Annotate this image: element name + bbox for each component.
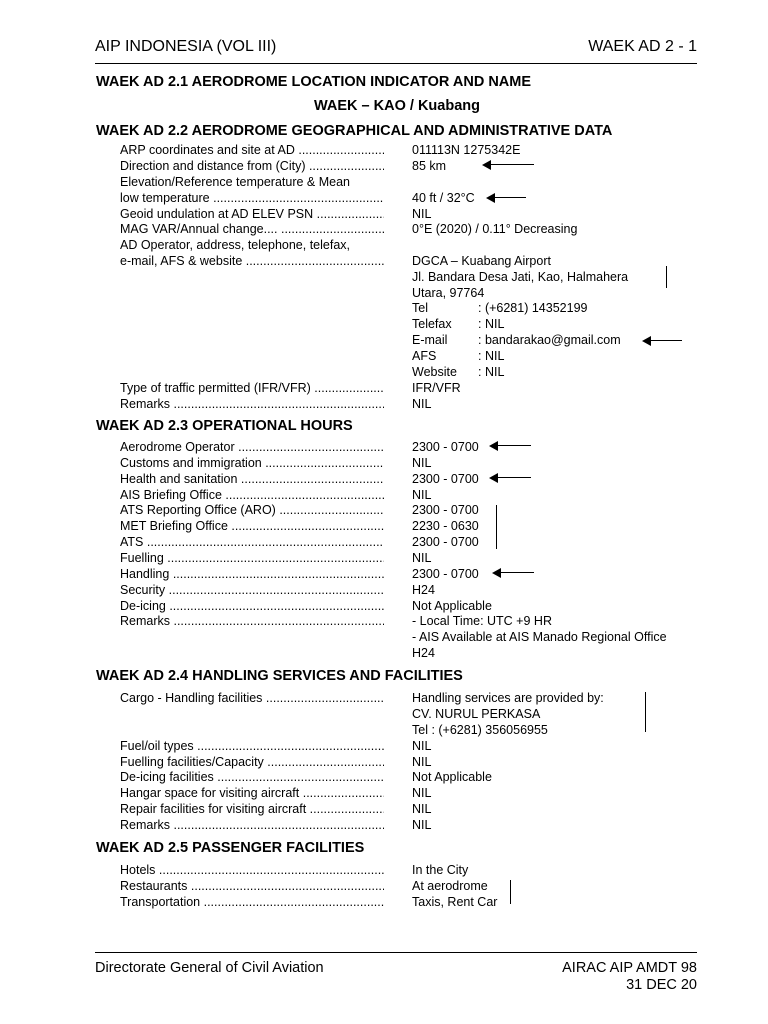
hours-remarks-2: - AIS Available at AIS Manado Regional Office bbox=[412, 630, 667, 644]
handling-label: Fuelling facilities/Capacity ..... bbox=[120, 754, 384, 770]
page-footer bbox=[95, 952, 697, 993]
passenger-label: Hotels ..... bbox=[120, 862, 384, 878]
hours-row bbox=[120, 613, 700, 629]
operator-row-2 bbox=[120, 253, 700, 269]
contact-key: E-mail bbox=[412, 333, 448, 347]
hours-value: NIL bbox=[412, 551, 432, 565]
geoid-row bbox=[120, 206, 700, 222]
handling-row bbox=[120, 817, 700, 833]
passenger-row bbox=[120, 862, 700, 878]
hours-label: Handling ..... bbox=[120, 566, 384, 582]
footer-amendment bbox=[562, 960, 697, 994]
page-header bbox=[95, 38, 697, 64]
traffic-label: Type of traffic permitted (IFR/VFR) ..... bbox=[120, 380, 384, 396]
contact-key: Tel bbox=[412, 301, 428, 315]
contact-key: Telefax bbox=[412, 317, 452, 331]
traffic-row bbox=[120, 380, 700, 396]
geoid-value: NIL bbox=[412, 207, 432, 221]
arrow-left-icon bbox=[492, 568, 534, 578]
handling-label: De-icing facilities ..... bbox=[120, 769, 384, 785]
operator-row-1 bbox=[120, 237, 700, 253]
passenger-value: At aerodrome bbox=[412, 879, 488, 893]
change-bar bbox=[510, 880, 511, 904]
hours-value: - Local Time: UTC +9 HR bbox=[412, 614, 552, 628]
cargo-line-3: Tel : (+6281) 356056955 bbox=[412, 723, 548, 737]
remarks-value: NIL bbox=[412, 397, 432, 411]
contact-value: : NIL bbox=[478, 317, 505, 331]
traffic-value: IFR/VFR bbox=[412, 381, 461, 395]
handling-label: Hangar space for visiting aircraft ..... bbox=[120, 785, 384, 801]
footer-authority: Directorate General of Civil Aviation bbox=[95, 960, 324, 976]
operator-address-row-2 bbox=[120, 285, 700, 301]
hours-row bbox=[120, 487, 700, 503]
arp-row bbox=[120, 142, 700, 158]
hours-row bbox=[120, 439, 700, 455]
hours-label: Security ..... bbox=[120, 582, 384, 598]
hours-remarks-row-2 bbox=[120, 629, 700, 645]
operator-address-2: Utara, 97764 bbox=[412, 286, 485, 300]
arrow-left-icon bbox=[489, 441, 531, 451]
passenger-value: In the City bbox=[412, 863, 469, 877]
change-bar bbox=[645, 692, 646, 732]
hours-remarks-row-3 bbox=[120, 645, 700, 661]
cargo-row-3 bbox=[120, 722, 700, 738]
footer-amendment-number: AIRAC AIP AMDT 98 bbox=[562, 960, 697, 976]
hours-row bbox=[120, 455, 700, 471]
hours-row bbox=[120, 534, 700, 550]
section-2-3-title: WAEK AD 2.3 OPERATIONAL HOURS bbox=[96, 418, 353, 434]
hours-row bbox=[120, 518, 700, 534]
operator-address-1: Jl. Bandara Desa Jati, Kao, Halmahera bbox=[412, 270, 629, 284]
header-publication: AIP INDONESIA (VOL III) bbox=[95, 38, 277, 55]
cargo-line-1: Handling services are provided by: bbox=[412, 691, 604, 705]
change-bar bbox=[496, 505, 497, 549]
section-2-1-title: WAEK AD 2.1 AERODROME LOCATION INDICATOR AND NAME bbox=[96, 74, 532, 90]
hours-value: 2300 - 0700 bbox=[412, 503, 479, 517]
contact-value: : (+6281) 14352199 bbox=[478, 301, 588, 315]
hours-value: H24 bbox=[412, 583, 435, 597]
hours-value: 2300 - 0700 bbox=[412, 535, 479, 549]
hours-row bbox=[120, 566, 700, 582]
hours-label: Fuelling ..... bbox=[120, 550, 384, 566]
handling-label: Fuel/oil types ..... bbox=[120, 738, 384, 754]
section-2-4-title: WAEK AD 2.4 HANDLING SERVICES AND FACILITIES bbox=[96, 668, 463, 684]
contact-row-telefax bbox=[120, 316, 700, 332]
hours-row bbox=[120, 471, 700, 487]
change-bar bbox=[666, 266, 667, 288]
operator-label-1: AD Operator, address, telephone, telefax, bbox=[120, 238, 350, 252]
contact-key: Website bbox=[412, 365, 457, 379]
handling-value: NIL bbox=[412, 786, 432, 800]
contact-row-website bbox=[120, 364, 700, 380]
contact-value: : bandarakao@gmail.com bbox=[478, 333, 621, 347]
cargo-line-2: CV. NURUL PERKASA bbox=[412, 707, 541, 721]
elevation-label-2: low temperature ..... bbox=[120, 190, 384, 206]
passenger-value: Taxis, Rent Car bbox=[412, 895, 498, 909]
operator-label-2: e-mail, AFS & website ..... bbox=[120, 253, 384, 269]
handling-row bbox=[120, 754, 700, 770]
hours-value: 2300 - 0700 bbox=[412, 567, 479, 581]
handling-row bbox=[120, 769, 700, 785]
operator-name: DGCA – Kuabang Airport bbox=[412, 254, 551, 268]
contact-row-email bbox=[120, 332, 700, 348]
aerodrome-name: WAEK – KAO / Kuabang bbox=[314, 98, 480, 114]
geoid-label: Geoid undulation at AD ELEV PSN ..... bbox=[120, 206, 384, 222]
handling-value: NIL bbox=[412, 818, 432, 832]
arrow-left-icon bbox=[482, 160, 534, 170]
direction-value: 85 km bbox=[412, 159, 447, 173]
section-2-5-title: WAEK AD 2.5 PASSENGER FACILITIES bbox=[96, 840, 365, 856]
section-2-2-title: WAEK AD 2.2 AERODROME GEOGRAPHICAL AND ADMINISTRATIVE DATA bbox=[96, 123, 613, 139]
hours-row bbox=[120, 582, 700, 598]
handling-value: NIL bbox=[412, 802, 432, 816]
hours-value: NIL bbox=[412, 456, 432, 470]
hours-row bbox=[120, 598, 700, 614]
handling-row bbox=[120, 738, 700, 754]
contact-value: : NIL bbox=[478, 349, 505, 363]
hours-label: ATS ..... bbox=[120, 534, 384, 550]
header-page-ref: WAEK AD 2 - 1 bbox=[588, 38, 697, 55]
handling-value: NIL bbox=[412, 755, 432, 769]
hours-label: Aerodrome Operator ..... bbox=[120, 439, 384, 455]
hours-label: Health and sanitation ..... bbox=[120, 471, 384, 487]
handling-row bbox=[120, 785, 700, 801]
contact-value: : NIL bbox=[478, 365, 505, 379]
cargo-label: Cargo - Handling facilities ..... bbox=[120, 690, 384, 706]
contact-key: AFS bbox=[412, 349, 437, 363]
handling-label: Remarks ..... bbox=[120, 817, 384, 833]
hours-remarks-3: H24 bbox=[412, 646, 435, 660]
hours-label: MET Briefing Office ..... bbox=[120, 518, 384, 534]
arrow-left-icon bbox=[489, 473, 531, 483]
mag-var-row bbox=[120, 221, 700, 237]
handling-value: Not Applicable bbox=[412, 770, 492, 784]
hours-value: NIL bbox=[412, 488, 432, 502]
hours-label: ATS Reporting Office (ARO) ..... bbox=[120, 502, 384, 518]
hours-value: 2300 - 0700 bbox=[412, 440, 479, 454]
passenger-row bbox=[120, 894, 700, 910]
remarks-row bbox=[120, 396, 700, 412]
handling-value: NIL bbox=[412, 739, 432, 753]
remarks-label: Remarks ..... bbox=[120, 396, 384, 412]
cargo-row-2 bbox=[120, 706, 700, 722]
mag-var-label: MAG VAR/Annual change.... ..... bbox=[120, 221, 384, 237]
hours-label: De-icing ..... bbox=[120, 598, 384, 614]
passenger-label: Transportation ..... bbox=[120, 894, 384, 910]
arp-value: 011113N 1275342E bbox=[412, 143, 521, 157]
hours-value: 2230 - 0630 bbox=[412, 519, 479, 533]
arrow-left-icon bbox=[486, 193, 526, 203]
contact-row-afs bbox=[120, 348, 700, 364]
handling-label: Repair facilities for visiting aircraft ..... bbox=[120, 801, 384, 817]
handling-row bbox=[120, 801, 700, 817]
operator-address-row-1 bbox=[120, 269, 700, 285]
passenger-label: Restaurants ..... bbox=[120, 878, 384, 894]
elevation-value: 40 ft / 32°C bbox=[412, 191, 475, 205]
hours-value: Not Applicable bbox=[412, 599, 492, 613]
arrow-left-icon bbox=[642, 336, 682, 346]
direction-row bbox=[120, 158, 700, 174]
elevation-row-1 bbox=[120, 174, 700, 190]
hours-label: Customs and immigration ..... bbox=[120, 455, 384, 471]
hours-row bbox=[120, 502, 700, 518]
mag-var-value: 0°E (2020) / 0.11° Decreasing bbox=[412, 222, 578, 236]
hours-label: Remarks ..... bbox=[120, 613, 384, 629]
cargo-row bbox=[120, 690, 700, 706]
arp-label: ARP coordinates and site at AD ..... bbox=[120, 142, 384, 158]
hours-value: 2300 - 0700 bbox=[412, 472, 479, 486]
hours-row bbox=[120, 550, 700, 566]
elevation-label-1: Elevation/Reference temperature & Mean bbox=[120, 175, 350, 189]
elevation-row-2 bbox=[120, 190, 700, 206]
footer-amendment-date: 31 DEC 20 bbox=[626, 977, 697, 993]
direction-label: Direction and distance from (City) ..... bbox=[120, 158, 384, 174]
hours-label: AIS Briefing Office ..... bbox=[120, 487, 384, 503]
contact-row-tel bbox=[120, 300, 700, 316]
passenger-row bbox=[120, 878, 700, 894]
